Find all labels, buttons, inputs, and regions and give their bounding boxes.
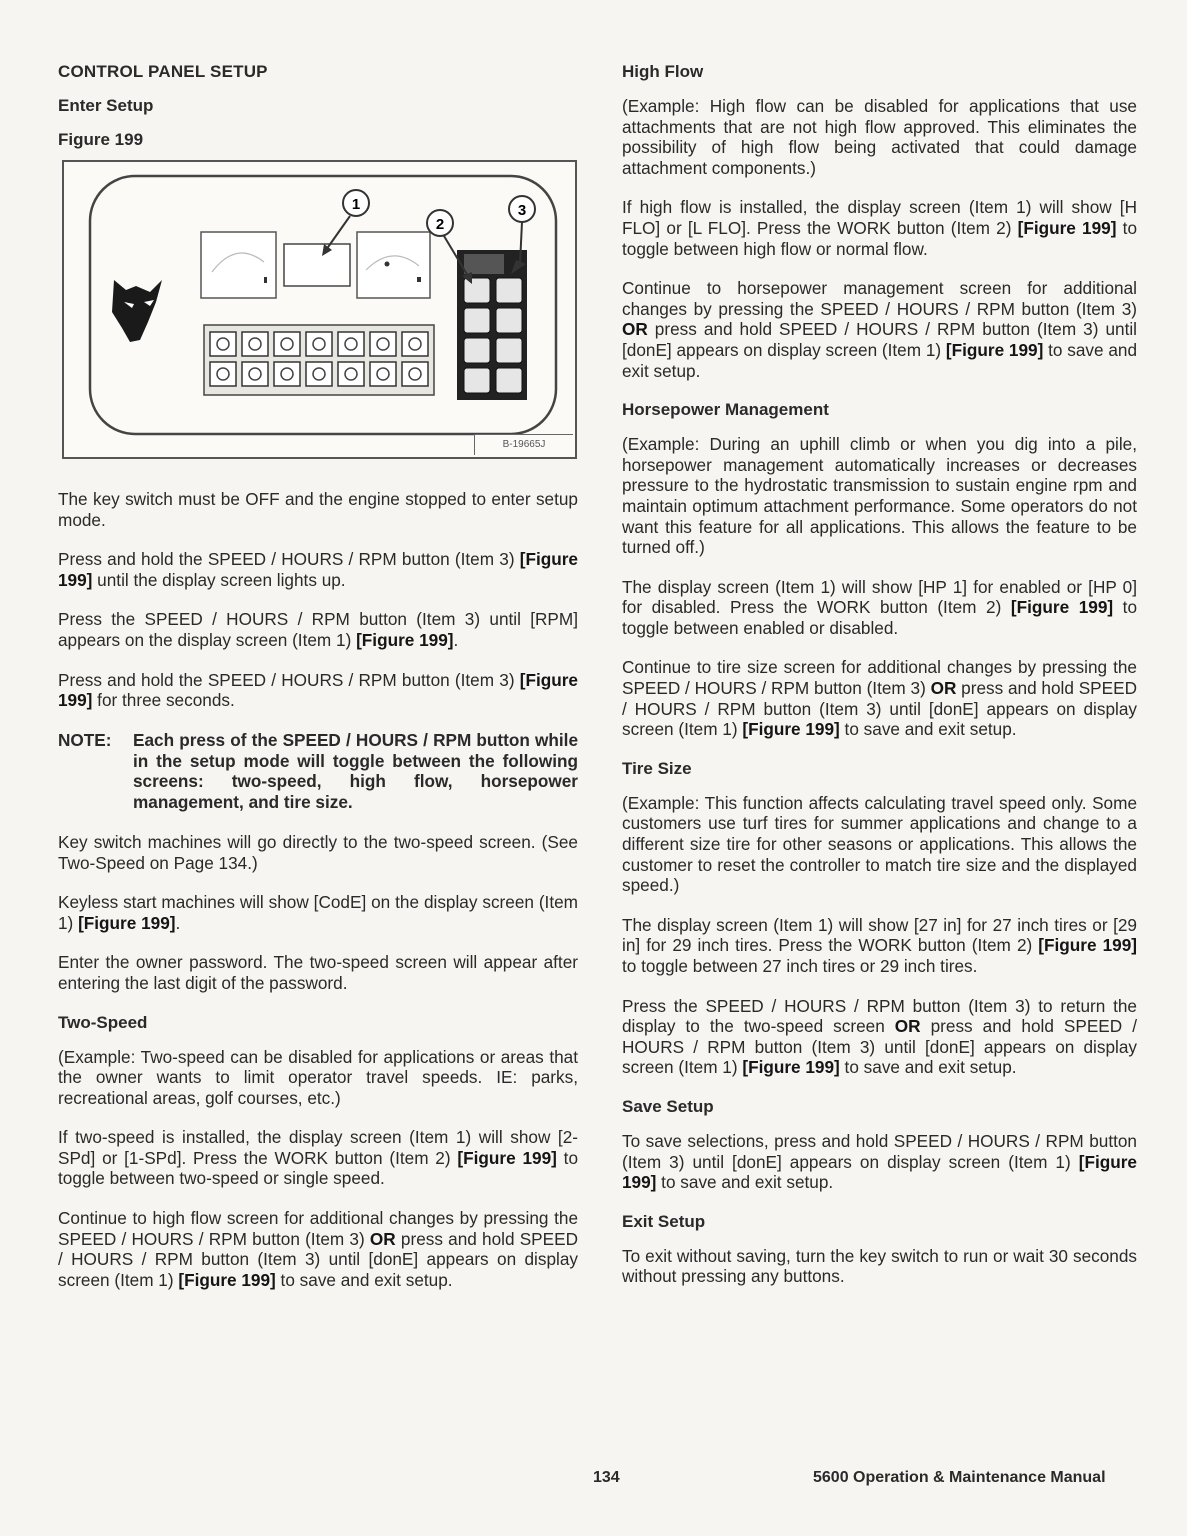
figure-reference: [Figure 199] (742, 719, 840, 740)
callout-2-label: 2 (435, 216, 445, 233)
gauge-icon-left (201, 232, 276, 298)
heading-save-setup: Save Setup (622, 1096, 714, 1116)
indicator-light-icon (306, 362, 332, 386)
figure-reference: [Figure 199] (457, 1147, 557, 1168)
figure-reference: [Figure 199] (356, 629, 454, 650)
paragraph: The display screen (Item 1) will show [HP 1] for enabled or [HP 0] for disabled. Press the WORK button (Item 2) [Figure 199] to toggle between enabled or disabled. (622, 576, 1138, 638)
indicator-light-icon (210, 362, 236, 386)
figure-199-control-panel (62, 160, 577, 459)
figure-reference: [Figure 199] (78, 912, 176, 933)
paragraph: To save selections, press and hold SPEED / HOURS / RPM button (Item 3) until [donE] appears on display screen (Item 1) [Figure 199] to save and exit setup. (622, 1130, 1137, 1193)
paragraph: The key switch must be OFF and the engine stopped to enter setup mode. (58, 489, 578, 530)
figure-reference: [Figure 199] (58, 669, 578, 711)
figure-reference: [Figure 199] (58, 549, 578, 590)
callout-1-label: 1 (351, 196, 361, 213)
paragraph: (Example: During an uphill climb or when you dig into a pile, horsepower management automatically increases or decreases pressure to the hydrostatic transmission to sustain engine rpm and maintain optimum attachment performance. Some operators do not want this feature for all applications. This allows the feature to be turned off.) (622, 434, 1137, 558)
figure-reference: [Figure 199] (622, 1151, 1137, 1193)
figure-label: Figure 199 (58, 130, 144, 149)
keypad-button-icon (464, 368, 490, 393)
keypad-button-icon (464, 338, 490, 363)
paragraph: The display screen (Item 1) will show [27 in] for 27 inch tires or [29 in] for 29 inch tires. Press the WORK button (Item 2) [Figure 199] to toggle between 27 inch tires or 29 inch tires. (622, 914, 1137, 976)
margin-watermark (1170, 870, 1180, 1110)
indicator-light-icon (210, 332, 236, 356)
heading-exit-setup: Exit Setup (622, 1211, 706, 1231)
paragraph: Enter the owner password. The two-speed screen will appear after entering the last digit of the password. (58, 952, 578, 993)
paragraph: Continue to horsepower management screen for additional changes by pressing the SPEED / HOURS / RPM button (Item 3) OR press and hold SPEED / HOURS / RPM button (Item 3) until [donE] appears on display screen (Item 1) [Figure 199] to save and exit setup. (622, 278, 1137, 381)
figure-reference: [Figure 199] (1038, 935, 1137, 956)
indicator-light-icon (338, 332, 364, 356)
paragraph: Press and hold the SPEED / HOURS / RPM button (Item 3) [Figure 199] until the display screen lights up. (58, 549, 578, 590)
indicator-light-icon (370, 332, 396, 356)
paragraph: Continue to tire size screen for additional changes by pressing the SPEED / HOURS / RPM button (Item 3) OR press and hold SPEED / HOURS / RPM button (Item 3) until [donE] appears on display screen (Item 1) [Figure 199] to save and exit setup. (622, 657, 1137, 740)
speed-hours-rpm-button-icon (496, 278, 522, 303)
indicator-light-icon (242, 362, 268, 386)
subsection-title: Enter Setup (58, 96, 154, 115)
figure-id: B-19665J (474, 434, 573, 455)
paragraph: Continue to high flow screen for additional changes by pressing the SPEED / HOURS / RPM button (Item 3) OR press and hold SPEED / HOURS / RPM button (Item 3) until [donE] appears on display screen (Item 1) [Figure 199] to save and exit setup. (58, 1208, 578, 1290)
indicator-light-icon (338, 362, 364, 386)
indicator-light-icon (402, 332, 428, 356)
paragraph: Keyless start machines will show [CodE] on the display screen (Item 1) [Figure 199]. (58, 892, 578, 933)
gauge-icon-right (357, 232, 430, 298)
indicator-light-icon (402, 362, 428, 386)
indicator-light-icon (370, 362, 396, 386)
paragraph: Press the SPEED / HOURS / RPM button (Item 3) until [RPM] appears on the display screen (Item 1) [Figure 199]. (58, 609, 578, 650)
control-panel-illustration (64, 162, 575, 457)
note-block (58, 730, 578, 813)
figure-reference: [Figure 199] (742, 1057, 840, 1078)
callout-2 (427, 210, 472, 284)
display-screen (284, 244, 350, 286)
paragraph: To exit without saving, turn the key switch to run or wait 30 seconds without pressing any buttons. (622, 1245, 1137, 1287)
manual-title: 5600 Operation & Maintenance Manual (813, 1469, 1106, 1486)
paragraph: Press and hold the SPEED / HOURS / RPM button (Item 3) [Figure 199] for three seconds. (58, 669, 578, 711)
paragraph: If two-speed is installed, the display screen (Item 1) will show [2-SPd] or [1-SPd]. Press the WORK button (Item 2) [Figure 199] to toggle between two-speed or single speed. (58, 1127, 578, 1189)
paragraph: Press the SPEED / HOURS / RPM button (Item 3) to return the display to the two-speed screen OR press and hold SPEED / HOURS / RPM button (Item 3) until [donE] appears on display screen (Item 1) [Figure 199] to save and exit setup. (622, 995, 1137, 1078)
section-title: CONTROL PANEL SETUP (58, 62, 268, 81)
right-column (622, 58, 1137, 1306)
keypad-button-icon (496, 308, 522, 333)
heading-horsepower-management: Horsepower Management (622, 400, 829, 420)
left-column (58, 58, 578, 1309)
keypad-button-icon (464, 308, 490, 333)
keypad-button-icon (496, 338, 522, 363)
figure-reference: [Figure 199] (945, 339, 1044, 360)
callout-3-label: 3 (517, 202, 527, 219)
paragraph: If high flow is installed, the display screen (Item 1) will show [H FLO] or [L FLO]. Press the WORK button (Item 2) [Figure 199] to toggle between high flow or normal flow. (622, 197, 1137, 259)
heading-high-flow: High Flow (622, 62, 704, 81)
figure-reference: [Figure 199] (178, 1269, 276, 1290)
heading-two-speed: Two-Speed (58, 1012, 148, 1032)
paragraph: Key switch machines will go directly to the two-speed screen. (See Two-Speed on Page 134.) (58, 831, 578, 873)
paragraph: (Example: High flow can be disabled for applications that use attachments that are not high flow approved. This eliminates the possibility of high flow being activated that could damage attachment components.) (622, 96, 1137, 178)
figure-reference: [Figure 199] (1010, 597, 1114, 618)
figure-reference: [Figure 199] (1017, 217, 1117, 238)
indicator-light-icon (242, 332, 268, 356)
note-text: Each press of the SPEED / HOURS / RPM button while in the setup mode will toggle between the following screens: two-speed, high flow, horsepower management, and tire size. (133, 729, 578, 813)
paragraph: (Example: Two-speed can be disabled for applications or areas that the owner wants to limit operator travel speeds. IE: parks, recreational areas, golf courses, etc.) (58, 1046, 578, 1108)
note-label: NOTE: (58, 729, 112, 750)
paragraph: (Example: This function affects calculating travel speed only. Some customers use turf tires for summer applications and change to a different size tire for other seasons or applications. This allows the customer to reset the controller to match tire size and the displayed speed.) (622, 792, 1137, 896)
bobcat-logo-icon (112, 280, 162, 342)
indicator-light-icon (274, 332, 300, 356)
indicator-light-icon (274, 362, 300, 386)
page-number: 134 (593, 1469, 620, 1486)
work-button-icon (464, 278, 490, 303)
heading-tire-size: Tire Size (622, 758, 692, 778)
keypad-button-icon (496, 368, 522, 393)
indicator-light-icon (306, 332, 332, 356)
